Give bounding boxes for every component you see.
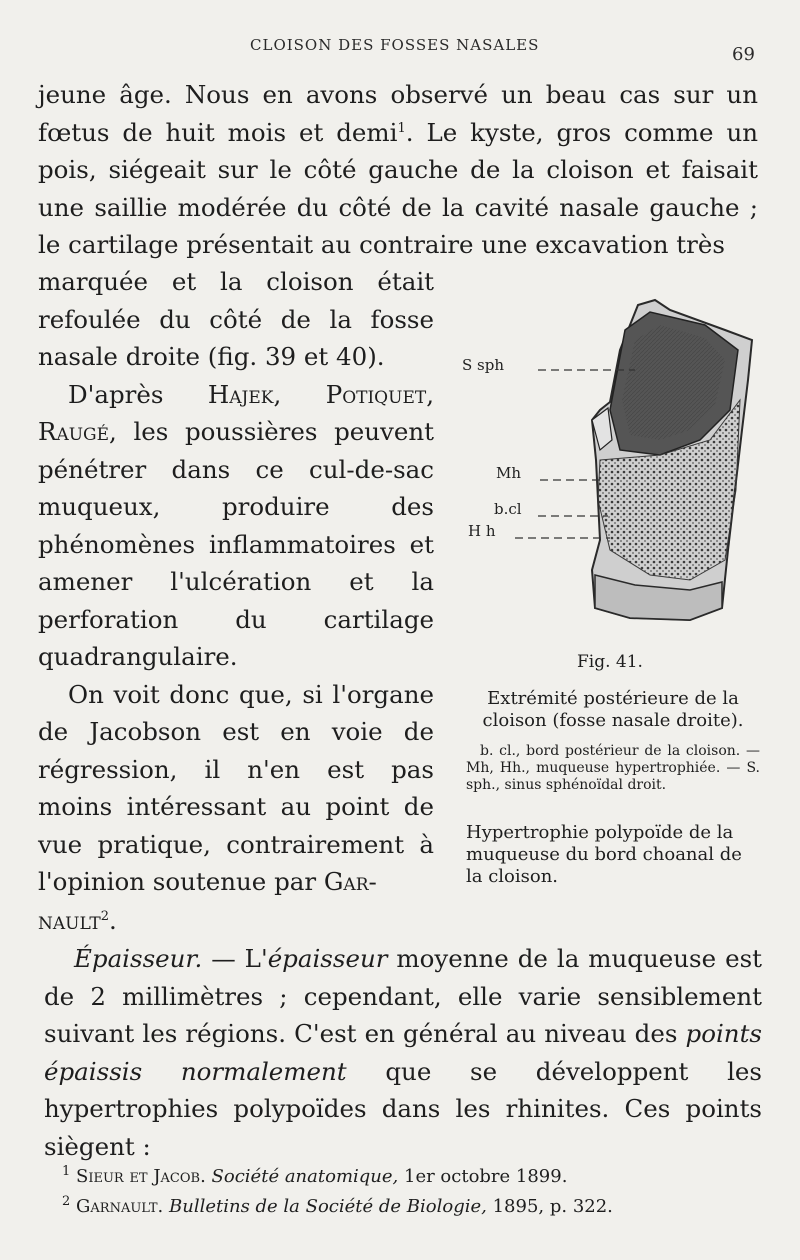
footnote-2 (62, 1192, 762, 1222)
footnote-1 (62, 1162, 762, 1192)
footnote-1-author: Sieur et Jacob. (76, 1166, 206, 1187)
wrapped-para-3 (38, 676, 434, 901)
epaisseur-paragraph (44, 940, 762, 1165)
figure-caption-legend: b. cl., bord postérieur de la cloison. — Mh, Hh., muqueuse hypertrophiée. — S. sph., sinus sphénoïdal droit. (466, 743, 760, 793)
wrapped-column (38, 263, 434, 901)
footnote-2-title: Bulletins de la Société de Biologie, (169, 1196, 487, 1217)
figure-caption-title: Extrémité postérieure de la cloison (fosse nasale droite). (482, 688, 744, 731)
author-rauge: Raugé (38, 417, 110, 446)
wrapped-para-1: marquée et la cloison était refoulée du côté de la fosse nasale droite (fig. 39 et 40). (38, 267, 434, 371)
author-hajek: Hajek (207, 379, 274, 409)
label-bcl: b.cl (494, 500, 522, 518)
wrapped-para-2-rest: , les poussières peuvent pénétrer dans ce cul-de-sac muqueux, produire des phénomènes inflammatoires et amener l'ulcération et la perforation du cartilage quadrangulaire. (38, 417, 434, 671)
section-heading-epaisseur: Épaisseur. (74, 944, 203, 973)
top-paragraph (38, 76, 758, 264)
footnote-1-title: Société anatomique, (211, 1166, 399, 1187)
author-potiquet: Potiquet (325, 379, 427, 409)
label-s-sph: S sph (462, 356, 505, 374)
wrapped-para-2-start: D'après (68, 379, 208, 409)
nault-text: nault (38, 906, 101, 935)
footnote-1-mark: 1 (62, 1164, 71, 1179)
garnault-continuation (38, 902, 117, 940)
term-points-epaissis: points épaissis normalement (44, 1019, 762, 1086)
running-title: CLOISON DES FOSSES NASALES (250, 36, 540, 54)
epaisseur-text-1: moyenne de la muqueuse est de 2 millimètres ; cependant, elle varie sensiblement suivant les régions. C'est en général au niveau des (44, 944, 762, 1048)
top-paragraph-cont: . Le kyste, gros comme un pois, siégeait sur le côté gauche de la cloison et faisait une saillie modérée du côté de la cavité nasale gauche ; le cartilage présentait au contraire une excavation très (38, 117, 758, 259)
epaisseur-dash: — L' (202, 944, 268, 973)
figure-number: Fig. 41. (577, 652, 643, 672)
footnote-1-date: 1er octobre 1899. (398, 1166, 568, 1187)
footnote-2-ref: 1895, p. 322. (486, 1196, 613, 1217)
wrapped-para-3-text: On voit donc que, si l'organe de Jacobson est en voie de régression, il n'en est pas moins intéressant au point de vue pratique, contrairement à l'opinion soutenue par (38, 679, 434, 896)
nault-end: . (109, 906, 117, 935)
figure-41-illustration (460, 290, 760, 630)
wrapped-para-2: D'après Hajek, Potiquet, Raugé, les poussières peuvent pénétrer dans ce cul-de-sac muqueux, produire des phénomènes inflammatoires et amener l'ulcération et la perforation du cartilage quadrangulaire. (38, 379, 434, 671)
footnote-ref-1: 1 (397, 120, 406, 136)
label-hh: H h (468, 522, 496, 540)
term-epaisseur: épaisseur (267, 944, 388, 973)
footnote-ref-2: 2 (100, 908, 110, 924)
epaisseur-text-2: que se développent les hypertrophies polypoïdes dans les rhinites. Ces points siègent : (44, 1056, 762, 1161)
septum-drawing (460, 290, 760, 630)
author-garnault: Gar- (323, 867, 377, 896)
top-paragraph-text: jeune âge. Nous en avons observé un beau cas sur un fœtus de huit mois et demi (38, 80, 758, 147)
footnote-2-author: Garnault. (76, 1196, 164, 1217)
figure-caption-sub: Hypertrophie polypoïde de la muqueuse du bord choanal de la cloison. (466, 822, 742, 887)
label-mh: Mh (496, 464, 522, 482)
page-number: 69 (732, 44, 755, 65)
footnote-2-mark: 2 (62, 1194, 71, 1209)
footnotes (62, 1162, 762, 1222)
